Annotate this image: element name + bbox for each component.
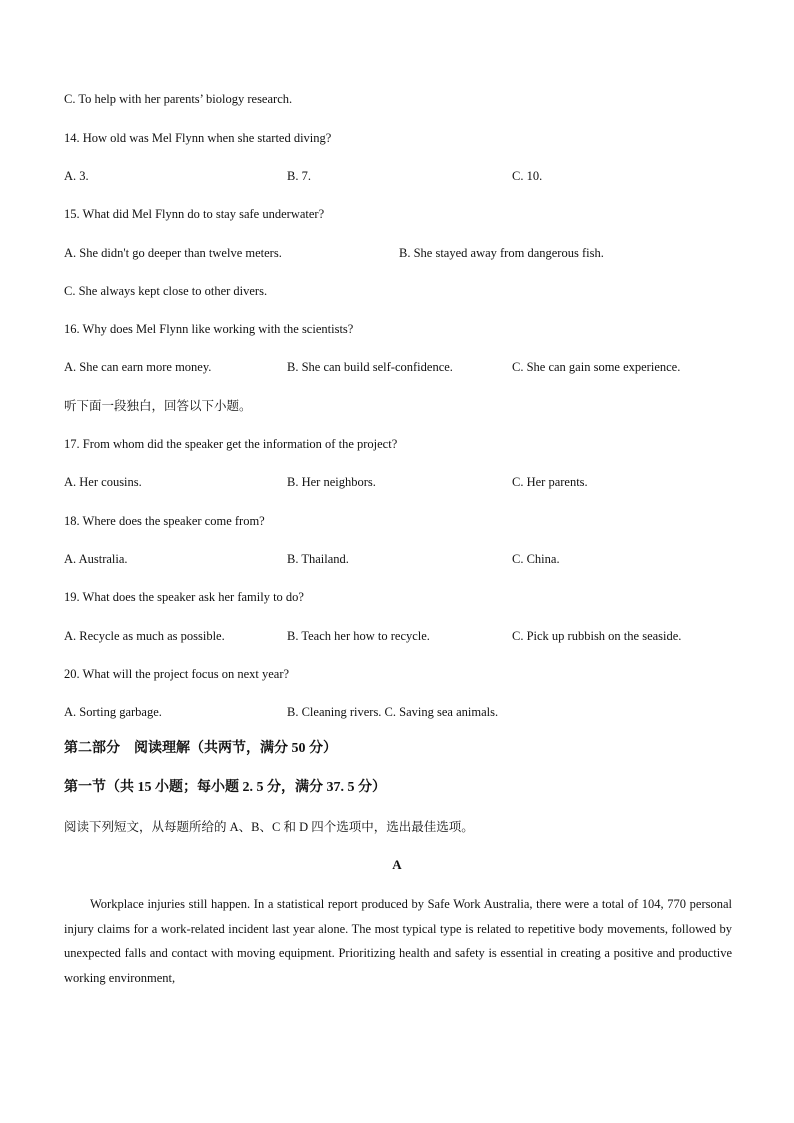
question-16: 16. Why does Mel Flynn like working with the scientists? [64,322,354,336]
q17-option-a: A. Her cousins. [64,475,142,489]
q18-option-c: C. China. [512,552,560,566]
question-14: 14. How old was Mel Flynn when she started diving? [64,131,332,145]
q14-option-c: C. 10. [512,169,543,183]
section1-heading: 第一节（共 15 小题；每小题 2. 5 分，满分 37. 5 分） [64,780,386,795]
question-18: 18. Where does the speaker come from? [64,514,265,528]
q16-option-a: A. She can earn more money. [64,360,212,374]
question-17: 17. From whom did the speaker get the information of the project? [64,437,398,451]
q17-option-c: C. Her parents. [512,475,588,489]
question-15: 15. What did Mel Flynn do to stay safe underwater? [64,207,325,221]
q15-option-a: A. She didn't go deeper than twelve meters. [64,246,282,260]
q19-option-c: C. Pick up rubbish on the seaside. [512,629,682,643]
q14-option-a: A. 3. [64,169,89,183]
part2-heading: 第二部分 阅读理解（共两节，满分 50 分） [64,741,337,756]
q17-option-b: B. Her neighbors. [287,475,376,489]
q16-option-c: C. She can gain some experience. [512,360,681,374]
q15-option-c: C. She always kept close to other divers. [64,284,268,298]
q15-option-b: B. She stayed away from dangerous fish. [399,246,604,260]
q14-option-b: B. 7. [287,169,311,183]
q18-option-a: A. Australia. [64,552,128,566]
q20-option-bc: B. Cleaning rivers. C. Saving sea animals. [287,705,499,719]
question-19: 19. What does the speaker ask her family to do? [64,590,304,604]
question-20: 20. What will the project focus on next year? [64,667,290,681]
q20-option-a: A. Sorting garbage. [64,705,162,719]
q19-option-a: A. Recycle as much as possible. [64,629,225,643]
q18-option-b: B. Thailand. [287,552,349,566]
q13-option-c: C. To help with her parents’ biology research. [64,92,293,106]
monologue-instruction: 听下面一段独白，回答以下小题。 [64,399,252,413]
passage-label: A [392,857,402,872]
passage-paragraph: Workplace injuries still happen. In a statistical report produced by Safe Work Australia, there were a total of 104, 770 personal injury claims for a work-related incident last year alone. The most typical type is related to repetitive body movements, followed by unexpected falls and contact with moving equipment. Prioritizing health and safety is essential in creating a positive and productive working environment, [64,897,732,985]
q16-option-b: B. She can build self-confidence. [287,360,453,374]
reading-instruction: 阅读下列短文，从每题所给的 A、B、C 和 D 四个选项中，选出最佳选项。 [64,820,474,834]
q19-option-b: B. Teach her how to recycle. [287,629,430,643]
